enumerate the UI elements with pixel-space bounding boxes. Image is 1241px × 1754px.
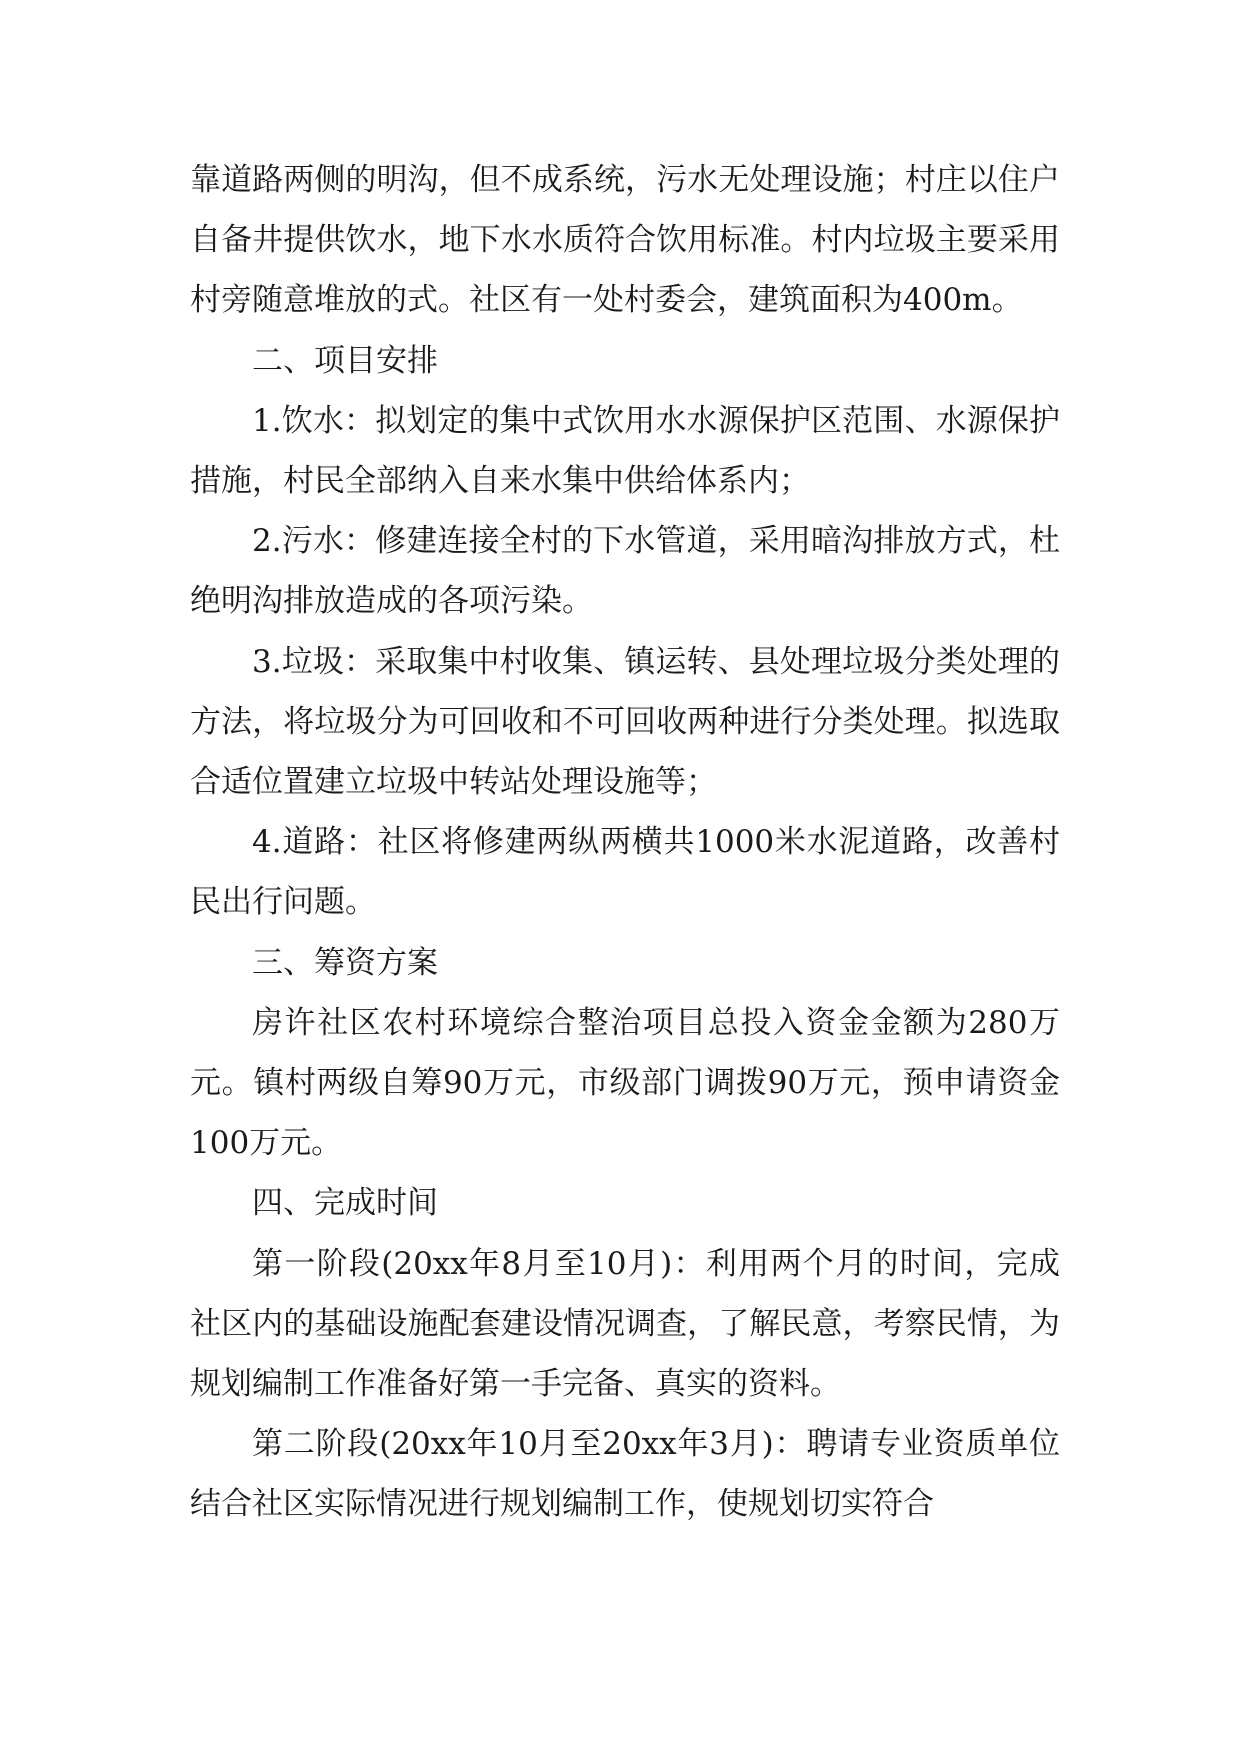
paragraph-funding: 房许社区农村环境综合整治项目总投入资金金额为280万元。镇村两级自筹90万元，市级部门调拨90万元，预申请资金100万元。 bbox=[190, 1004, 1060, 1162]
paragraph-continued-intro: 靠道路两侧的明沟，但不成系统，污水无处理设施；村庄以住户自备井提供饮水，地下水水质符合饮用标准。村内垃圾主要采用村旁随意堆放的式。社区有一处村委会，建筑面积为400m。 bbox=[190, 162, 1060, 319]
paragraph-phase-one: 第一阶段(20xx年8月至10月)：利用两个月的时间，完成社区内的基础设施配套建设情况调查，了解民意，考察民情，为规划编制工作准备好第一手完备、真实的资料。 bbox=[190, 1245, 1060, 1403]
paragraph-roads: 4.道路：社区将修建两纵两横共1000米水泥道路，改善村民出行问题。 bbox=[190, 824, 1060, 921]
document-body bbox=[190, 150, 1060, 1535]
paragraph-garbage: 3.垃圾：采取集中村收集、镇运转、县处理垃圾分类处理的方法，将垃圾分为可回收和不可回收两种进行分类处理。拟选取合适位置建立垃圾中转站处理设施等； bbox=[190, 643, 1060, 801]
section-heading-funding-plan: 三、筹资方案 bbox=[252, 944, 438, 981]
section-heading-project-arrangement: 二、项目安排 bbox=[252, 342, 438, 379]
section-heading-completion-time: 四、完成时间 bbox=[252, 1185, 438, 1222]
paragraph-drinking-water: 1.饮水：拟划定的集中式饮用水水源保护区范围、水源保护措施，村民全部纳入自来水集中供给体系内； bbox=[190, 402, 1060, 500]
paragraph-phase-two: 第二阶段(20xx年10月至20xx年3月)：聘请专业资质单位结合社区实际情况进行规划编制工作，使规划切实符合 bbox=[190, 1426, 1060, 1523]
paragraph-sewage: 2.污水：修建连接全村的下水管道，采用暗沟排放方式，杜绝明沟排放造成的各项污染。 bbox=[190, 523, 1060, 620]
